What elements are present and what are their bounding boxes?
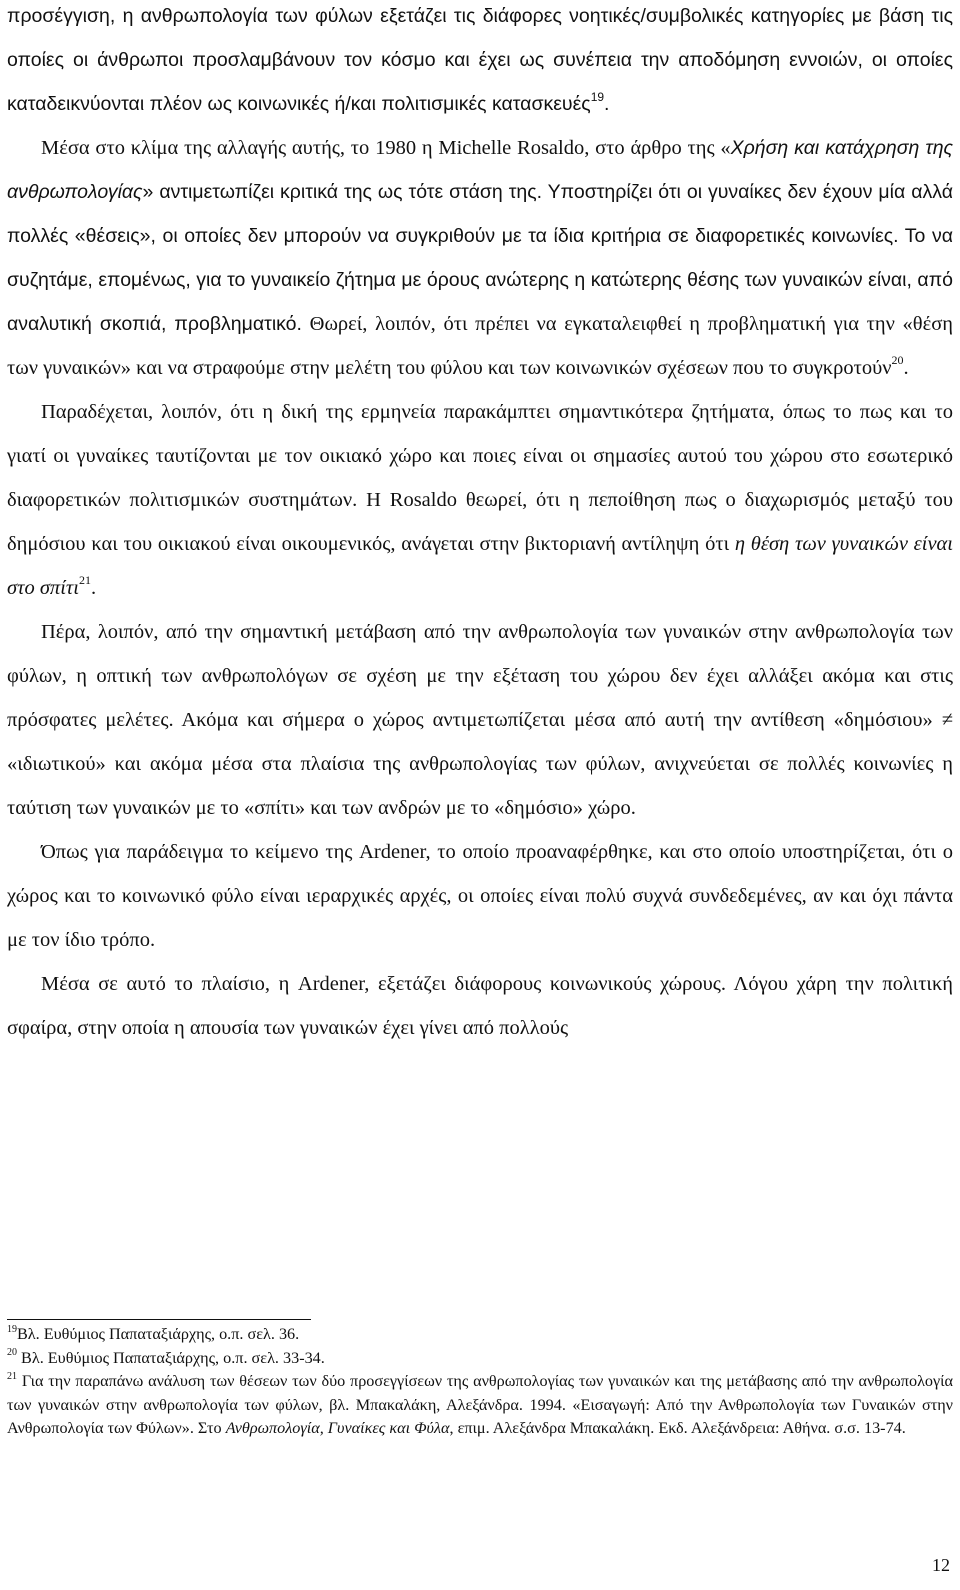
paragraph-5-text: Όπως για παράδειγμα το κείμενο της Ardener, το οποίο προαναφέρθηκε, και στο οποίο υποστηρίζεται, ότι ο χώρος και το κοινωνικό φύλο είναι ιεραρχικές αρχές, οι οποίες είναι πολύ συχνά συνδεδεμένες, αν και όχι πάντα με τον ίδιο τρόπο. — [7, 841, 953, 951]
footnote-20 — [7, 1347, 953, 1371]
paragraph-4 — [7, 610, 953, 830]
footnote-21 — [7, 1370, 953, 1441]
paragraph-6 — [7, 962, 953, 1050]
footnote-divider — [7, 1319, 311, 1320]
paragraph-2-text-b: » αντιμετωπίζει κριτικά της ως τότε στάση της. Υποστηρίζει ότι οι γυναίκες δεν έχουν μία αλλά πολλές «θέσεις», οι οποίες δεν μπορούν να συγκριθούν με τα ίδια κριτήρια σε διαφορετικές κοινωνίες. — [7, 181, 953, 247]
footnote-20-number: 20 — [7, 1347, 17, 1359]
article-title: Χρήση και κατάχρηση της ανθρωπολογίας — [7, 137, 954, 203]
footnote-21-book-title: Ανθρωπολογία, Γυναίκες και Φύλα — [225, 1419, 450, 1437]
paragraph-2-end: . — [903, 357, 909, 379]
footnote-ref-20: 20 — [891, 353, 904, 368]
footnote-20-text: Βλ. Ευθύμιος Παπαταξιάρχης, ο.π. σελ. 33-34. — [17, 1348, 325, 1367]
footnote-ref-21: 21 — [78, 573, 91, 588]
paragraph-3 — [7, 390, 953, 610]
paragraph-2 — [7, 126, 953, 390]
paragraph-1-end: . — [604, 93, 610, 115]
paragraph-3-italic: η θέση των γυναικών είναι στο σπίτι — [7, 533, 954, 599]
paragraph-2-text-a: Μέσα στο κλίμα της αλλαγής αυτής, το 1980 η Michelle Rosaldo, στο άρθρο της « — [41, 137, 731, 159]
paragraph-2-text-c: Το να συζητάμε, επομένως, για το γυναικείο ζήτημα με όρους ανώτερης η κατώτερης θέσης των γυναικών είναι, από αναλυτική σκοπιά, προβληματικό. — [7, 225, 953, 335]
paragraph-3-end: . — [90, 577, 97, 599]
paragraph-6-text: Μέσα σε αυτό το πλαίσιο, η Ardener, εξετάζει διάφορους κοινωνικούς χώρους. Λόγου χάρη την πολιτική σφαίρα, στην οποία η απουσία των γυναικών έχει γίνει από πολλούς — [7, 973, 953, 1039]
footnote-21-text-a: Για την παραπάνω ανάλυση των θέσεων των δύο προσεγγίσεων της ανθρωπολογίας των γυναικών και της μετάβασης από την ανθρωπολογία των γυναικών στην ανθρωπολογία των φύλων, βλ. Μπακαλάκη, Αλεξάνδρα. 1994. «Εισαγωγή: Από την Ανθρωπολογία των Γυναικών στην Ανθρωπολογία των Φύλων». Στο — [7, 1372, 953, 1437]
footnote-ref-19: 19 — [590, 89, 605, 104]
footnote-19 — [7, 1323, 953, 1347]
paragraph-1-text: προσέγγιση, η ανθρωπολογία των φύλων εξετάζει τις διάφορες νοητικές/συμβολικές κατηγορίες με βάση τις οποίες οι άνθρωποι προσλαμβάνουν τον κόσμο και έχει ως συνέπεια την αποδόμηση εννοιών, οι οποίες καταδεικνύονται πλέον ως κοινωνικές ή/και πολιτισμικές κατασκευές — [7, 5, 953, 115]
not-equal-symbol: ≠ — [941, 709, 953, 731]
footnotes — [7, 1323, 953, 1441]
paragraph-2-text-d: Θωρεί, λοιπόν, ότι πρέπει να εγκαταλειφθεί η προβληματική για την «θέση των γυναικών» και να στραφούμε στην μελέτη του φύλου και των κοινωνικών σχέσεων που το συγκροτούν — [7, 313, 954, 379]
footnote-19-text: Βλ. Ευθύμιος Παπαταξιάρχης, ο.π. σελ. 36. — [17, 1325, 300, 1343]
paragraph-1 — [7, 0, 953, 126]
paragraph-3-text: Παραδέχεται, λοιπόν, ότι η δική της ερμηνεία παρακάμπτει σημαντικότερα ζητήματα, όπως το πως και το γιατί οι γυναίκες ταυτίζονται με τον οικιακό χώρο και ποιες είναι οι σημασίες αυτού του χώρου στο εσωτερικό διαφορετικών πολιτισμικών συστημάτων. Η Rosaldo θεωρεί, ότι η πεποίθηση πως ο διαχωρισμός μεταξύ του δημόσιου και του οικιακού είναι οικουμενικός, ανάγεται στην βικτοριανή αντίληψη ότι — [7, 401, 953, 555]
paragraph-4-text-b: «ιδιωτικού» και ακόμα μέσα στα πλαίσια της ανθρωπολογίας των φύλων, ανιχνεύεται σε πολλές κοινωνίες η ταύτιση των γυναικών με το «σπίτι» και των ανδρών με το «δημόσιο» χώρο. — [7, 753, 953, 819]
page-number: 12 — [932, 1555, 950, 1575]
footnote-21-text-b: , επιμ. Αλεξάνδρα Μπακαλάκη. Εκδ. Αλεξάνδρεια: Αθήνα. σ.σ. 13-74. — [449, 1419, 906, 1437]
paragraph-4-text-a: Πέρα, λοιπόν, από την σημαντική μετάβαση από την ανθρωπολογία των γυναικών στην ανθρωπολογία των φύλων, η οπτική των ανθρωπολόγων σε σχέση με την εξέταση του χώρου δεν έχει αλλάξει ακόμα και στις πρόσφατες μελέτες. Ακόμα και σήμερα ο χώρος αντιμετωπίζεται μέσα από αυτή την αντίθεση «δημόσιου» — [7, 621, 953, 731]
footnote-19-number: 19 — [7, 1323, 17, 1335]
body-text — [7, 0, 953, 1050]
paragraph-5 — [7, 830, 953, 962]
footnote-21-number: 21 — [7, 1370, 17, 1382]
